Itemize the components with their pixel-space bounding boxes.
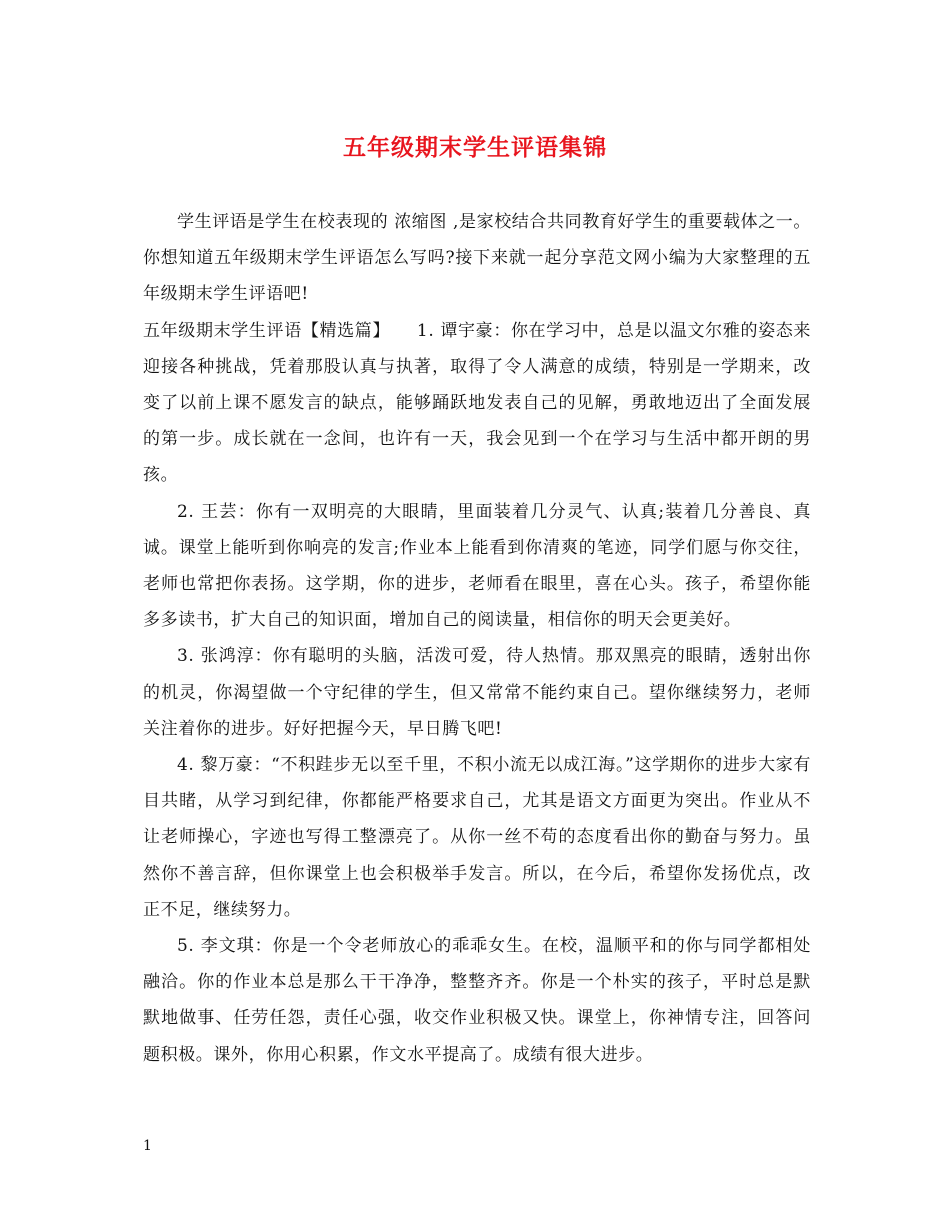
page-number: 1	[143, 1138, 152, 1154]
comment-paragraph-1: 五年级期末学生评语【精选篇】 1. 谭宇豪：你在学习中，总是以温文尔雅的姿态来迎接各种挑战，凭着那股认真与执著，取得了令人满意的成绩，特别是一学期来，改变了以前上课不愿发言的缺点，能够踊跃地发表自己的见解，勇敢地迈出了全面发展的第一步。成长就在一念间，也许有一天，我会见到一个在学习与生活中都开朗的男孩。	[143, 320, 811, 486]
comment-paragraph-3: 3. 张鸿淳：你有聪明的头脑，活泼可爱，待人热情。那双黑亮的眼睛，透射出你的机灵，你渴望做一个守纪律的学生，但又常常不能约束自己。望你继续努力，老师关注着你的进步。好好把握今天，早日腾飞吧!	[143, 646, 811, 739]
intro-paragraph: 学生评语是学生在校表现的 浓缩图 ,是家校结合共同教育好学生的重要载体之一。你想知道五年级期末学生评语怎么写吗?接下来就一起分享范文网小编为大家整理的五年级期末学生评语吧!	[143, 212, 812, 305]
document-title: 五年级期末学生评语集锦	[343, 134, 607, 161]
comment-paragraph-4: 4. 黎万豪：“不积跬步无以至千里，不积小流无以成江海。”这学期你的进步大家有目共睹，从学习到纪律，你都能严格要求自己，尤其是语文方面更为突出。作业从不让老师操心，字迹也写得工整漂亮了。从你一丝不苟的态度看出你的勤奋与努力。虽然你不善言辞，但你课堂上也会积极举手发言。所以，在今后，希望你发扬优点，改正不足，继续努力。	[143, 755, 811, 920]
comment-paragraph-2: 2. 王芸：你有一双明亮的大眼睛，里面装着几分灵气、认真;装着几分善良、真诚。课堂上能听到你响亮的发言;作业本上能看到你清爽的笔迹，同学们愿与你交往，老师也常把你表扬。这学期，你的进步，老师看在眼里，喜在心头。孩子，希望你能多多读书，扩大自己的知识面，增加自己的阅读量，相信你的明天会更美好。	[143, 501, 811, 631]
comment-paragraph-5: 5. 李文琪：你是一个令老师放心的乖乖女生。在校，温顺平和的你与同学都相处融洽。你的作业本总是那么干干净净，整整齐齐。你是一个朴实的孩子，平时总是默默地做事、任劳任怨，责任心强，收交作业积极又快。课堂上，你神情专注，回答问题积极。课外，你用心积累，作文水平提高了。成绩有很大进步。	[143, 936, 811, 1065]
document-body	[143, 204, 811, 1073]
